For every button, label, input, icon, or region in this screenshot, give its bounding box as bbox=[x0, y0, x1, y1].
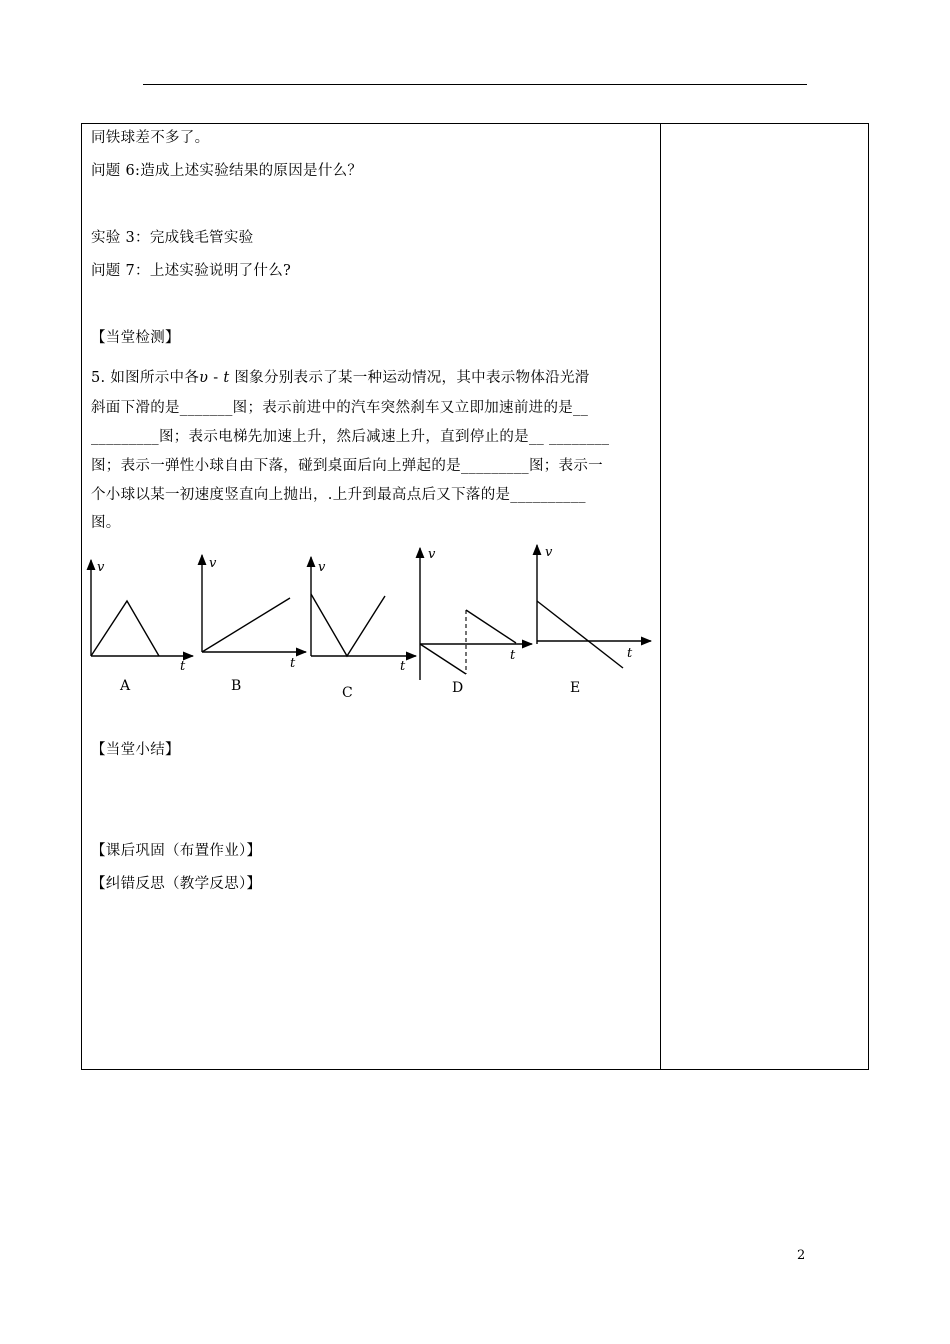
graph-e-t-label: t bbox=[627, 646, 633, 661]
header-rule bbox=[143, 84, 807, 85]
question-5-line-2: 斜面下滑的是_______图；表示前进中的汽车突然刹车又立即加速前进的是__ bbox=[91, 400, 589, 416]
graph-b-v-label: v bbox=[209, 556, 217, 571]
page-number: 2 bbox=[797, 1248, 806, 1263]
graph-b-t-label: t bbox=[290, 656, 296, 671]
q5-prefix: 5. 如图所示中各 bbox=[91, 370, 200, 386]
graph-c-v-label: v bbox=[318, 560, 326, 575]
q5-v-symbol: υ bbox=[199, 370, 209, 386]
graph-d-t-label: t bbox=[510, 648, 516, 663]
vt-graphs-figure bbox=[84, 540, 664, 710]
section-heading-homework: 【课后巩固（布置作业）】 bbox=[91, 843, 262, 859]
graph-a-label: A bbox=[120, 678, 131, 694]
graph-e-label: E bbox=[570, 680, 581, 696]
section-heading-reflection: 【纠错反思（教学反思）】 bbox=[91, 876, 262, 892]
graph-a-t-label: t bbox=[180, 659, 186, 674]
q5-dash: - bbox=[208, 370, 224, 386]
graph-e bbox=[537, 545, 651, 668]
graph-e-curve bbox=[537, 601, 623, 668]
graph-d-v-label: v bbox=[428, 547, 436, 562]
question-6: 问题 6:造成上述实验结果的原因是什么？ bbox=[91, 163, 363, 179]
graph-c-t-label: t bbox=[400, 659, 406, 674]
q5-t-symbol: t bbox=[223, 370, 230, 386]
question-7: 问题 7：上述实验说明了什么? bbox=[91, 263, 292, 279]
graph-c bbox=[311, 557, 416, 656]
question-5-line-6: 图。 bbox=[91, 515, 121, 531]
section-heading-check: 【当堂检测】 bbox=[91, 330, 180, 346]
question-5-line-5: 个小球以某一初速度竖直向上抛出，.上升到最高点后又下落的是__________ bbox=[91, 487, 586, 503]
graph-c-curve bbox=[311, 594, 385, 656]
graph-a-v-label: v bbox=[97, 560, 105, 575]
graph-a-curve bbox=[91, 601, 159, 656]
graph-e-v-label: v bbox=[545, 545, 553, 560]
graph-c-label: C bbox=[342, 685, 353, 701]
graph-b-label: B bbox=[231, 678, 242, 694]
graph-b bbox=[202, 555, 306, 652]
q5-rest: 图象分别表示了某一种运动情况，其中表示物体沿光滑 bbox=[229, 370, 590, 386]
text-line: 同铁球差不多了。 bbox=[91, 130, 210, 146]
graph-a bbox=[91, 560, 193, 656]
graph-d-label: D bbox=[452, 680, 464, 696]
graph-d-curve-2 bbox=[466, 610, 516, 643]
experiment-3: 实验 3：完成钱毛管实验 bbox=[91, 230, 254, 246]
section-heading-summary: 【当堂小结】 bbox=[91, 742, 180, 758]
graph-b-curve bbox=[202, 598, 290, 652]
graph-d-curve-1 bbox=[420, 644, 466, 674]
question-5-line-1 bbox=[91, 368, 590, 388]
question-5-line-3: _________图；表示电梯先加速上升，然后减速上升，直到停止的是__ ________ bbox=[91, 429, 610, 445]
question-5-line-4: 图；表示一弹性小球自由下落，碰到桌面后向上弹起的是_________图；表示一 bbox=[91, 458, 603, 474]
